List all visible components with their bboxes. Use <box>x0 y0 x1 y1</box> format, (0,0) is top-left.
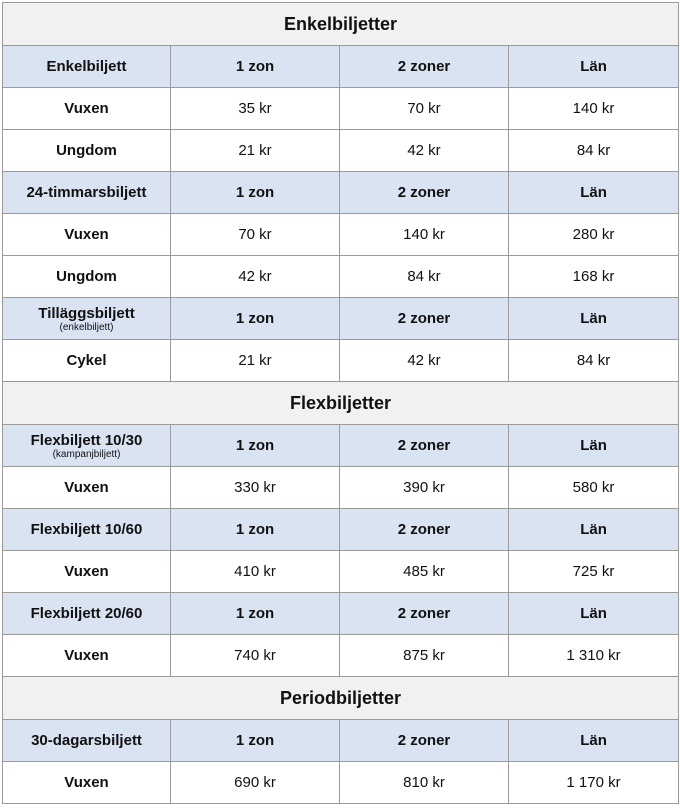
ticket-type-label: Flexbiljett 10/30 (kampanjbiljett) <box>3 425 171 467</box>
zone-header: 2 zoner <box>340 298 509 340</box>
price-cell: 1 170 kr <box>509 762 679 804</box>
zone-header: 1 zon <box>171 298 340 340</box>
group-header-row <box>3 509 679 551</box>
table-row <box>3 88 679 130</box>
passenger-type: Vuxen <box>3 762 171 804</box>
price-cell: 35 kr <box>171 88 340 130</box>
price-cell: 70 kr <box>171 214 340 256</box>
table-row <box>3 762 679 804</box>
price-cell: 70 kr <box>340 88 509 130</box>
table-row <box>3 467 679 509</box>
price-cell: 84 kr <box>340 256 509 298</box>
table-row <box>3 340 679 382</box>
zone-header: 2 zoner <box>340 720 509 762</box>
price-cell: 280 kr <box>509 214 679 256</box>
zone-header: 2 zoner <box>340 509 509 551</box>
price-cell: 168 kr <box>509 256 679 298</box>
price-cell: 140 kr <box>340 214 509 256</box>
price-cell: 410 kr <box>171 551 340 593</box>
price-cell: 42 kr <box>340 340 509 382</box>
table-row <box>3 635 679 677</box>
zone-header: 1 zon <box>171 46 340 88</box>
section-title: Flexbiljetter <box>3 382 679 425</box>
zone-header: Län <box>509 425 679 467</box>
zone-header: Län <box>509 509 679 551</box>
price-cell: 140 kr <box>509 88 679 130</box>
price-cell: 21 kr <box>171 130 340 172</box>
passenger-type: Ungdom <box>3 256 171 298</box>
zone-header: 1 zon <box>171 425 340 467</box>
zone-header: 2 zoner <box>340 593 509 635</box>
group-header-row <box>3 46 679 88</box>
zone-header: Län <box>509 298 679 340</box>
passenger-type: Vuxen <box>3 88 171 130</box>
zone-header: 2 zoner <box>340 425 509 467</box>
table-row <box>3 551 679 593</box>
zone-header: 1 zon <box>171 720 340 762</box>
ticket-type-sublabel: (enkelbiljett) <box>59 321 114 333</box>
ticket-type-label: Flexbiljett 20/60 <box>3 593 171 635</box>
zone-header: 2 zoner <box>340 172 509 214</box>
zone-header: Län <box>509 593 679 635</box>
price-cell: 725 kr <box>509 551 679 593</box>
passenger-type: Vuxen <box>3 214 171 256</box>
zone-header: 1 zon <box>171 509 340 551</box>
passenger-type: Vuxen <box>3 551 171 593</box>
passenger-type: Ungdom <box>3 130 171 172</box>
zone-header: Län <box>509 46 679 88</box>
price-cell: 42 kr <box>340 130 509 172</box>
zone-header: Län <box>509 720 679 762</box>
price-cell: 330 kr <box>171 467 340 509</box>
passenger-type: Cykel <box>3 340 171 382</box>
section-row-flexbiljetter <box>3 382 679 425</box>
group-header-row <box>3 425 679 467</box>
ticket-type-label: Tilläggsbiljett (enkelbiljett) <box>3 298 171 340</box>
price-cell: 690 kr <box>171 762 340 804</box>
price-cell: 875 kr <box>340 635 509 677</box>
group-header-row <box>3 720 679 762</box>
zone-header: Län <box>509 172 679 214</box>
section-row-enkelbiljetter <box>3 3 679 46</box>
price-cell: 740 kr <box>171 635 340 677</box>
ticket-type-label: Flexbiljett 10/60 <box>3 509 171 551</box>
passenger-type: Vuxen <box>3 467 171 509</box>
ticket-price-table <box>2 2 679 804</box>
table-row <box>3 256 679 298</box>
zone-header: 1 zon <box>171 593 340 635</box>
price-cell: 42 kr <box>171 256 340 298</box>
price-cell: 84 kr <box>509 130 679 172</box>
zone-header: 2 zoner <box>340 46 509 88</box>
section-row-periodbiljetter <box>3 677 679 720</box>
group-header-row <box>3 298 679 340</box>
table-row <box>3 214 679 256</box>
price-cell: 580 kr <box>509 467 679 509</box>
section-title: Periodbiljetter <box>3 677 679 720</box>
ticket-type-label: 24-timmarsbiljett <box>3 172 171 214</box>
price-cell: 84 kr <box>509 340 679 382</box>
table-row <box>3 130 679 172</box>
price-cell: 1 310 kr <box>509 635 679 677</box>
price-cell: 390 kr <box>340 467 509 509</box>
group-header-row <box>3 593 679 635</box>
ticket-type-label: 30-dagarsbiljett <box>3 720 171 762</box>
passenger-type: Vuxen <box>3 635 171 677</box>
price-cell: 21 kr <box>171 340 340 382</box>
group-header-row <box>3 172 679 214</box>
price-cell: 810 kr <box>340 762 509 804</box>
ticket-type-sublabel: (kampanjbiljett) <box>52 448 121 460</box>
price-cell: 485 kr <box>340 551 509 593</box>
zone-header: 1 zon <box>171 172 340 214</box>
ticket-type-label: Enkelbiljett <box>3 46 171 88</box>
section-title: Enkelbiljetter <box>3 3 679 46</box>
